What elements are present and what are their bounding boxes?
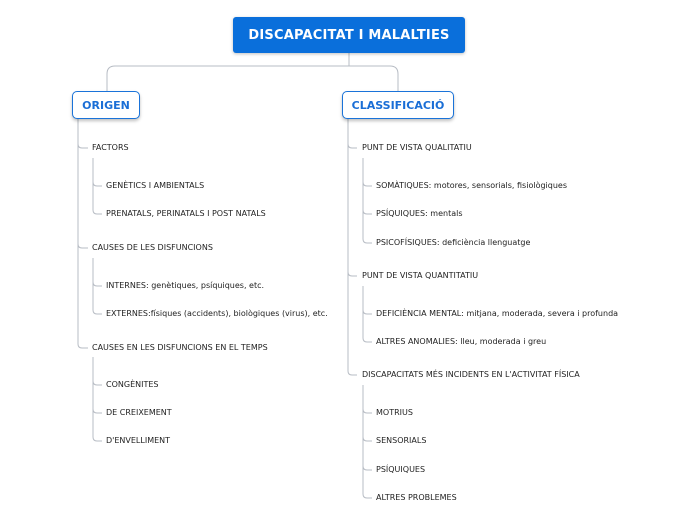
subtopic-causes[interactable]: CAUSES DE LES DISFUNCIONS	[92, 243, 213, 252]
leaf-somatiques[interactable]: SOMÀTIQUES: motores, sensorials, fisiològiques	[376, 181, 567, 190]
subtopic-incidents[interactable]: DISCAPACITATS MÉS INCIDENTS EN L'ACTIVITAT FÍSICA	[362, 370, 580, 379]
leaf-altres-problemes[interactable]: ALTRES PROBLEMES	[376, 493, 457, 502]
leaf-motrius[interactable]: MOTRIUS	[376, 408, 413, 417]
leaf-deficiencia-mental[interactable]: DEFICIÈNCIA MENTAL: mitjana, moderada, severa i profunda	[376, 309, 619, 318]
leaf-externes[interactable]: EXTERNES:físiques (accidents), biològiques (virus), etc.	[106, 309, 328, 318]
leaf-psiquiques[interactable]: PSÍQUIQUES	[376, 465, 426, 474]
origen-trunk	[78, 119, 88, 348]
subtopic-quantitatiu[interactable]: PUNT DE VISTA QUANTITATIU	[362, 271, 479, 280]
topic-classificacio[interactable]: CLASSIFICACIÓ	[342, 91, 454, 119]
subtopic-factors[interactable]: FACTORS	[92, 143, 129, 152]
root-connector	[107, 53, 349, 91]
subtopic-qualitatiu[interactable]: PUNT DE VISTA QUALITATIU	[362, 143, 472, 152]
leaf-psicofisiques[interactable]: PSICOFÍSIQUES: deficiència llenguatge	[376, 238, 531, 247]
leaf-sensorials[interactable]: SENSORIALS	[376, 436, 427, 445]
root-topic[interactable]: DISCAPACITAT I MALALTIES	[233, 17, 465, 53]
leaf-creixement[interactable]: DE CREIXEMENT	[106, 408, 172, 417]
leaf-psiquiques-mentals[interactable]: PSÍQUIQUES: mentals	[376, 209, 463, 218]
leaf-genetics[interactable]: GENÈTICS I AMBIENTALS	[106, 181, 205, 190]
leaf-envelliment[interactable]: D'ENVELLIMENT	[106, 436, 171, 445]
classificacio-trunk	[348, 119, 357, 375]
leaf-internes[interactable]: INTERNES: genètiques, psíquiques, etc.	[106, 281, 265, 290]
leaf-prenatals[interactable]: PRENATALS, PERINATALS I POST NATALS	[106, 209, 266, 218]
topic-origen[interactable]: ORIGEN	[72, 91, 140, 119]
root-connector-right	[349, 66, 398, 91]
subtopic-temps[interactable]: CAUSES EN LES DISFUNCIONS EN EL TEMPS	[92, 343, 268, 352]
leaf-altres-anomalies[interactable]: ALTRES ANOMALIES: lleu, moderada i greu	[376, 337, 547, 346]
leaf-congenites[interactable]: CONGÈNITES	[106, 380, 159, 389]
